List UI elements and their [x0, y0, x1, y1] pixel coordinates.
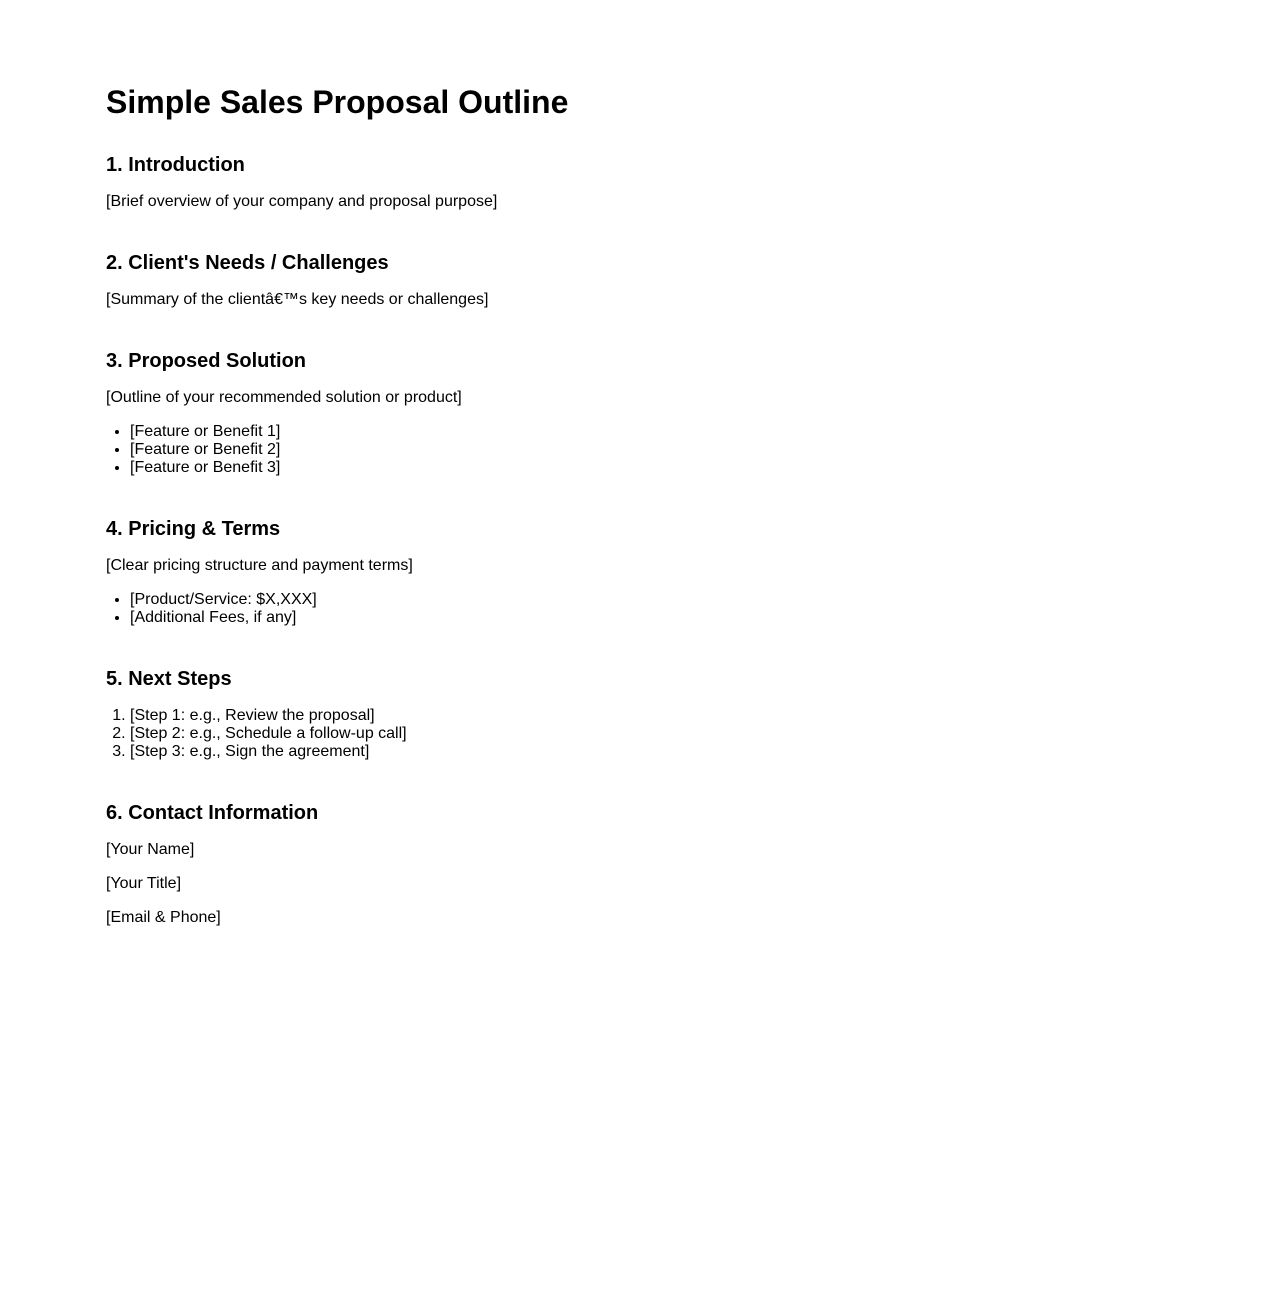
section-client-needs	[106, 251, 1278, 309]
section-proposed-solution	[106, 349, 1278, 477]
contact-email-phone: [Email & Phone]	[106, 909, 221, 926]
next-step-item: 2. [Step 2: e.g., Schedule a follow-up call]	[130, 725, 1278, 743]
pricing-list	[106, 591, 1278, 627]
pricing-list-item: • [Product/Service: $X,XXX]	[130, 591, 1278, 609]
pricing-terms-text: [Clear pricing structure and payment terms]	[106, 557, 413, 574]
pricing-list-item: • [Additional Fees, if any]	[130, 609, 1278, 627]
section-pricing-terms	[106, 517, 1278, 627]
section-introduction	[106, 153, 1278, 211]
section-heading-next-steps: 5. Next Steps	[106, 668, 232, 690]
section-heading-client-needs: 2. Client's Needs / Challenges	[106, 252, 389, 274]
proposed-solution-text: [Outline of your recommended solution or product]	[106, 389, 462, 406]
section-heading-introduction: 1. Introduction	[106, 154, 245, 176]
contact-title: [Your Title]	[106, 875, 182, 892]
page-title: Simple Sales Proposal Outline	[106, 84, 569, 120]
introduction-text: [Brief overview of your company and proposal purpose]	[106, 193, 498, 210]
feature-list-item: • [Feature or Benefit 2]	[130, 441, 1278, 459]
section-contact-information	[106, 801, 1278, 927]
feature-list-item: • [Feature or Benefit 1]	[130, 423, 1278, 441]
contact-name: [Your Name]	[106, 841, 195, 858]
feature-list	[106, 423, 1278, 477]
section-heading-contact-information: 6. Contact Information	[106, 802, 319, 824]
feature-list-item: • [Feature or Benefit 3]	[130, 459, 1278, 477]
client-needs-text: [Summary of the clientâ€™s key needs or challenges]	[106, 291, 489, 308]
next-steps-list	[106, 707, 1278, 761]
next-step-item: 3. [Step 3: e.g., Sign the agreement]	[130, 743, 1278, 761]
section-heading-proposed-solution: 3. Proposed Solution	[106, 350, 307, 372]
section-next-steps	[106, 667, 1278, 761]
next-step-item: 1. [Step 1: e.g., Review the proposal]	[130, 707, 1278, 725]
section-heading-pricing-terms: 4. Pricing & Terms	[106, 518, 281, 540]
